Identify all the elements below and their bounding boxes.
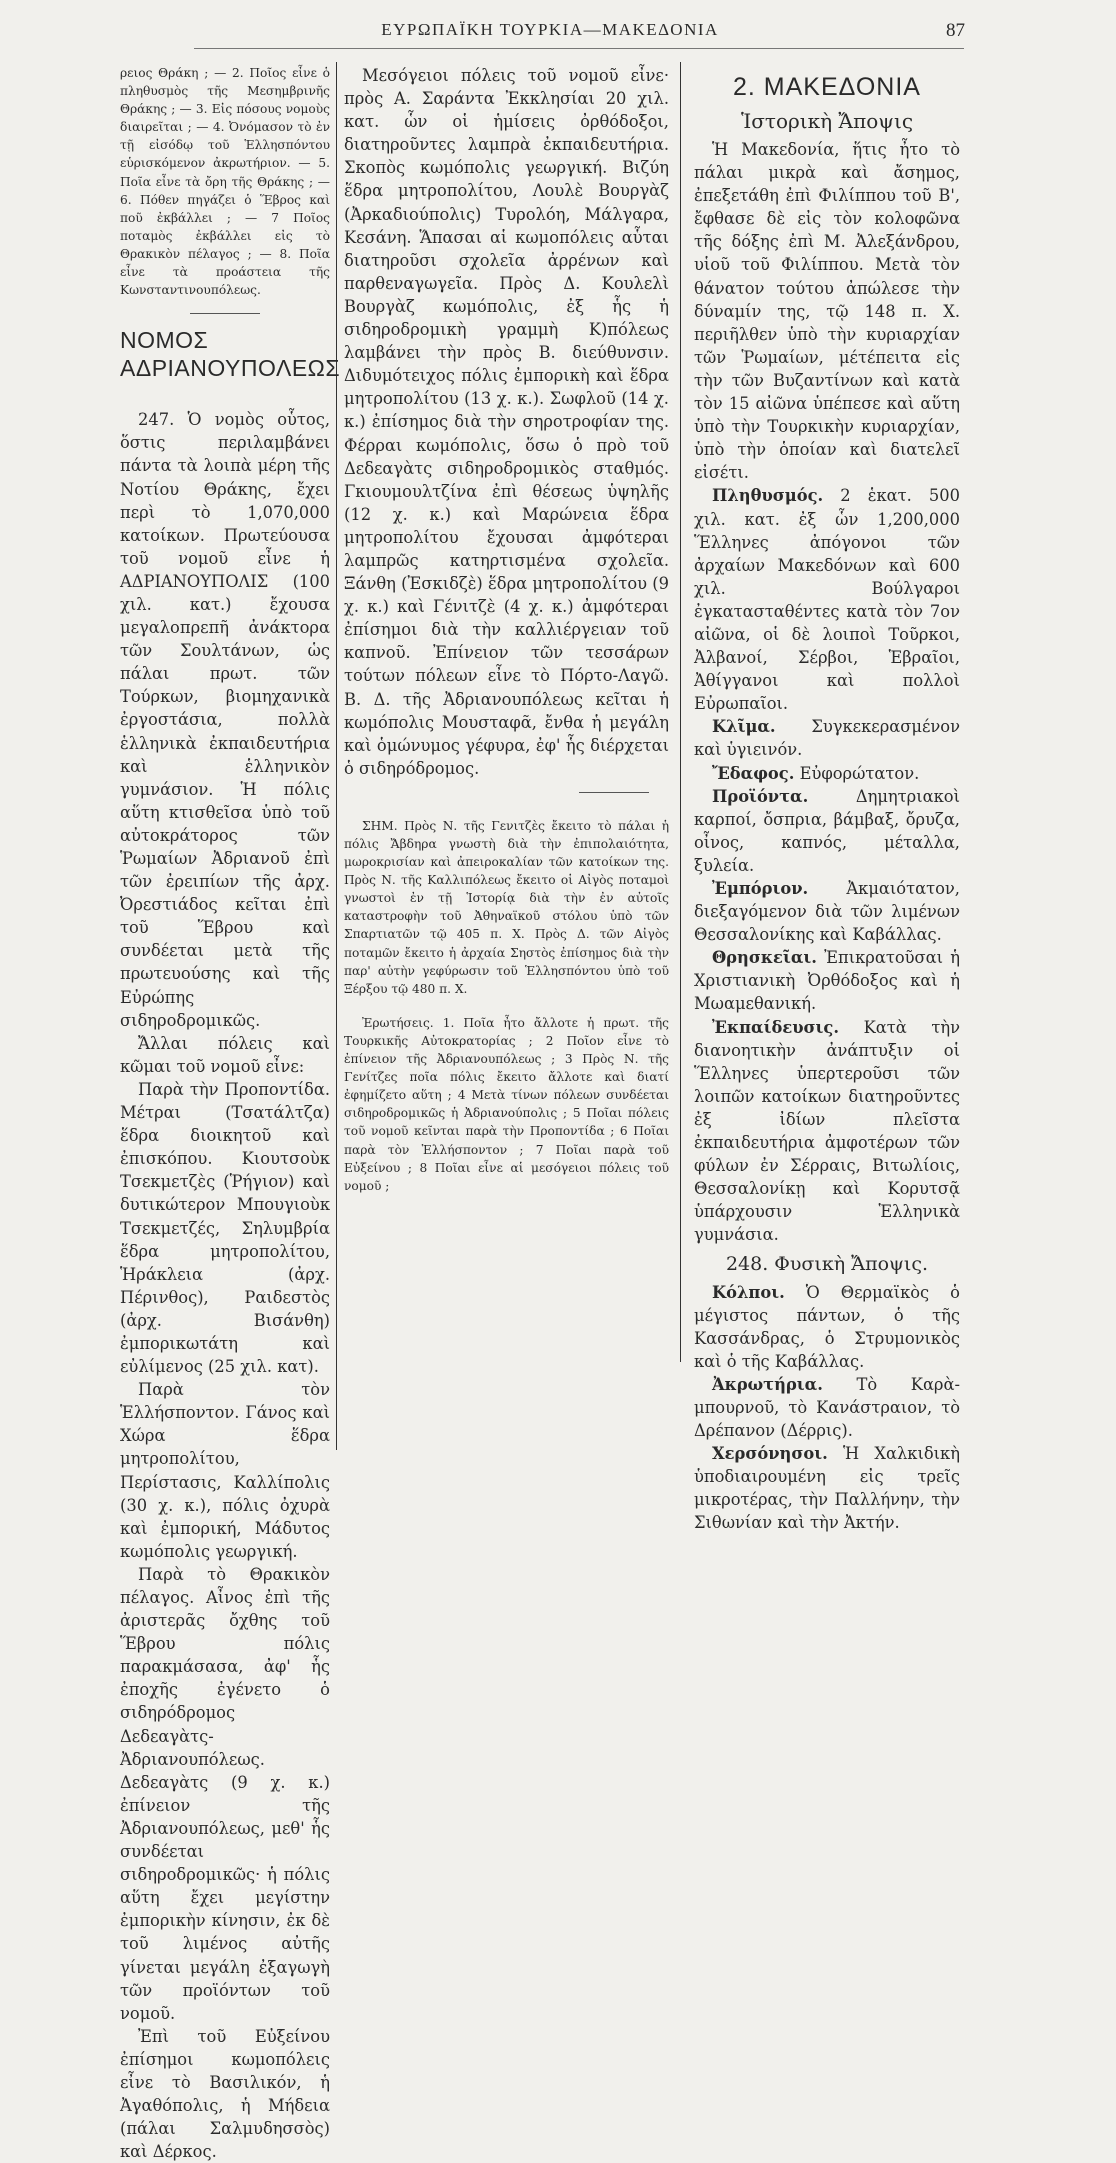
- note-separator: [579, 792, 649, 793]
- paragraph-247: 247. Ὁ νομὸς οὗτος, ὅστις περιλαμβάνει πάντα τὰ λοιπὰ μέρη τῆς Νοτίου Θράκης, ἔχει περὶ τὸ 1,070,000 κατοίκων. Πρωτεύουσα τοῦ νομοῦ εἶνε ἡ ΑΔΡΙΑΝΟΥΠΟΛΙΣ (100 χιλ. κατ.) ἔχουσα μεγαλοπρεπῆ ἀνάκτορα τῶν Σουλτάνων, ὡς πάλαι πρωτ. τῶν Τούρκων, βιομηχανικὰ ἐργοστάσια, πολλὰ ἑλληνικὰ ἐκπαιδευτήρια καὶ ἑλληνικὸν γυμνάσιον. Ἡ πόλις αὕτη κτισθεῖσα ὑπὸ τοῦ αὐτοκράτορος τῶν Ῥωμαίων Ἀδριανοῦ ἐπὶ τῶν ἐρειπίων τῆς ἀρχ. Ὀρεστιάδος κεῖται ἐπὶ τοῦ Ἕβρου καὶ συνδέεται μετὰ τῆς πρωτευούσης καὶ τῆς Εὐρώπης σιδηροδρομικῶς.: [120, 410, 330, 1030]
- paragraph-inland-towns: Μεσόγειοι πόλεις τοῦ νομοῦ εἶνε· πρὸς Α. Σαράντα Ἐκκλησίαι 20 χιλ. κατ. ὧν οἱ ἡμίσεις ὀρθόδοξοι, διατηροῦντες λαμπρὰ ἐκπαιδευτήρια. Σκοπὸς κωμόπολις γεωργική. Βιζύη ἕδρα μητροπολίτου, Λουλὲ Βουργὰζ (Ἀρκαδιούπολις) Τυρολόη, Μάλγαρα, Κεσάνη. Ἅπασαι αἱ κωμοπόλεις αὗται διατηροῦσι σχολεῖα ἀρρένων καὶ παρθεναγωγεῖα. Πρὸς Δ. Κουλελὶ Βουργὰζ κωμόπολις, ἐξ ἧς ἡ σιδηροδρομικὴ γραμμὴ Κ)πόλεως λαμβάνει τὴν πρὸς Β. διεύθυνσιν. Διδυμότειχος πόλις ἐμπορικὴ καὶ ἕδρα μητροπολίτου (13 χ. κ.). Σωφλοῦ (14 χ. κ.) ἐπίσημος διὰ τὴν σηροτροφίαν της. Φέρραι κωμόπολις, ὅσω ὁ πρὸ τοῦ Δεδεαγὰτς σιδηροδρομικὸς σταθμός. Γκιουμουλτζίνα ἐπὶ θέσεως ὑψηλῆς (12 χ. κ.) καὶ Μαρώνεια ἕδρα μητροπολίτου ἔχουσαι ἀμφότεραι λαμπρῶς κατηρτισμένα σχολεῖα. Ξάνθη (Ἐσκιδζὲ) ἕδρα μητροπολίτου (9 χ. κ.) καὶ Γένιτζὲ (4 χ. κ.) ἀμφότεραι ἐπίσημοι διὰ τὴν καλλιέργειαν τοῦ καπνοῦ. Ἐπίνειον τῶν τεσσάρων τούτων πόλεων εἶνε τὸ Πόρτο-Λαγῶ. Β. Δ. τῆς Ἀδριανουπόλεως κεῖται ἡ κωμόπολις Μουσταφᾶ, ἔνθα ἡ μεγάλη καὶ ὁμώνυμος γέφυρα, ἐφ' ἧς διέρχεται ὁ σιδηρόδρομος.: [344, 66, 669, 778]
- paragraph-propontis: Παρὰ τὴν Προποντίδα. Μέτραι (Τσατάλτζα) ἕδρα διοικητοῦ καὶ ἐπισκόπου. Κιουτσοὺκ Τσεκμετζὲς (Ῥήγιον) καὶ δυτικώτερον Μπουγιοὺκ Τσεκμετζές, Σηλυμβρία ἕδρα μητροπολίτου, Ἡράκλεια (ἀρχ. Πέρινθος), Ραιδεστὸς (ἀρχ. Βισάνθη) ἐμπορικωτάτη καὶ εὐλίμενος (25 χιλ. κατ).: [120, 1079, 330, 1377]
- physical-subtitle: 248. Φυσικὴ Ἄποψις.: [725, 1252, 929, 1275]
- column-right: [694, 64, 960, 1535]
- section-title-adrianople: ΝΟΜΟΣ ΑΔΡΙΑΝΟΥΠΟΛΕΩΣ: [120, 327, 341, 382]
- peninsulas-label: Χερσόνησοι.: [712, 1444, 828, 1464]
- peninsulas-text: Ἡ Χαλκιδικὴ ὑποδιαιρουμένη εἰς τρεῖς μικροτέρας, τὴν Παλλήνην, τὴν Σιθωνίαν καὶ τὴν Ἀκτήν.: [694, 1444, 960, 1533]
- religion-text: Ἐπικρατοῦσαι ἡ Χριστιανικὴ Ὀρθόδοξος καὶ ἡ Μωαμεθανική.: [694, 948, 960, 1014]
- education-label: Ἐκπαίδευσις.: [712, 1017, 839, 1037]
- column-middle: [344, 64, 669, 1195]
- products-paragraph: [694, 785, 960, 877]
- religion-paragraph: [694, 946, 960, 1015]
- peninsulas-paragraph: [694, 1442, 960, 1534]
- section-title-macedonia: 2. ΜΑΚΕΔΟΝΙΑ: [733, 73, 921, 101]
- questions-continuation: ρειος Θράκη ; — 2. Ποῖος εἶνε ὁ πληθυσμὸς τῆς Μεσημβρινῆς Θράκης ; — 3. Εἰς πόσους νομοὺς διαιρεῖται ; — 4. Ὀνόμασον τὸ ἐν τῇ εἰσόδῳ τοῦ Ἑλλησπόντου εὑρισκόμενον ἀκρωτήριον. — 5. Ποῖα εἶνε τὰ ὄρη τῆς Θράκης ; — 6. Πόθεν πηγάζει ὁ Ἕβρος καὶ ποῦ ἐκβάλλει ; — 7 Ποῖος ποταμὸς ἐκβάλλει εἰς τὸ Θρακικὸν πέλαγος ; — 8. Ποῖα εἶνε τὰ προάστεια τῆς Κωνσταντινουπόλεως.: [120, 66, 330, 298]
- religion-label: Θρησκεῖαι.: [712, 948, 817, 968]
- climate-label: Κλῖμα.: [712, 717, 776, 737]
- commerce-text: Ἀκμαιότατον, διεξαγόμενον διὰ τῶν λιμένων Θεσσαλονίκης καὶ Καβάλλας.: [694, 879, 960, 945]
- soil-label: Ἔδαφος.: [712, 763, 795, 783]
- products-label: Προϊόντα.: [712, 786, 809, 806]
- population-text: 2 ἑκατ. 500 χιλ. κατ. ἐξ ὧν 1,200,000 Ἕλληνες ἀπόγονοι τῶν ἀρχαίων Μακεδόνων καὶ 600 χιλ. Βούλγαροι ἐγκατασταθέντες κατὰ τὸν 7ον αἰῶνα, οἱ δὲ λοιποὶ Τοῦρκοι, Ἀλβανοί, Σέρβοι, Ἑβραῖοι, Ἀθίγγανοι καὶ πολλοὶ Εὐρωπαῖοι.: [694, 486, 960, 714]
- commerce-label: Ἐμπόριον.: [712, 879, 809, 898]
- soil-paragraph: [694, 762, 960, 785]
- commerce-paragraph: [694, 877, 960, 946]
- column-divider-left: [336, 62, 337, 1450]
- note-paragraph: ΣΗΜ. Πρὸς Ν. τῆς Γενιτζὲς ἔκειτο τὸ πάλαι ἡ πόλις Ἄβδηρα γνωστὴ διὰ τὴν ἐπιπολαιότητα, μωροκρισίαν καὶ ἀπειροκαλίαν τῶν κατοίκων της. Πρὸς Ν. τῆς Καλλιπόλεως ἔκειτο οἱ Αἰγὸς ποταμοὶ γνωστοὶ ἐν τῇ Ἱστορίᾳ διὰ τὴν ἐν αὐτοῖς καταστροφὴν τοῦ Ἀθηναϊκοῦ στόλου ὑπὸ τῶν Σπαρτιατῶν τῷ 405 π. Χ. Πρὸς Δ. τῶν Αἰγὸς ποταμῶν ἔκειτο ἡ ἀρχαία Σηστὸς ἐπίσημος διὰ τὴν παρ' αὐτὴν γεφύρωσιν τοῦ Ἑλλησπόντου ὑπὸ τοῦ Ξέρξου τῷ 480 π. Χ.: [344, 818, 669, 996]
- gulfs-paragraph: [694, 1281, 960, 1373]
- population-paragraph: [694, 484, 960, 715]
- products-text: Δημητριακοὶ καρποί, ὄσπρια, βάμβαξ, ὄρυζα, οἶνος, καπνός, μέταλλα, ξυλεία.: [694, 786, 960, 875]
- header-rule: [194, 48, 964, 49]
- education-paragraph: [694, 1016, 960, 1247]
- column-divider-right: [680, 62, 681, 1362]
- soil-text: Εὐφορώτατον.: [799, 763, 920, 783]
- population-label: Πληθυσμός.: [712, 486, 824, 506]
- historical-paragraph: Ἡ Μακεδονία, ἥτις ἦτο τὸ πάλαι μικρὰ καὶ ἄσημος, ἐπεξετάθη ἐπὶ Φιλίππου τοῦ Β', ἔφθασε δὲ εἰς τὸν κολοφῶνα τῆς δόξης ἐπὶ Μ. Ἀλεξάνδρου, υἱοῦ τοῦ Φιλίππου. Μετὰ τὸν θάνατον τούτου ἀπώλεσε τὴν δύναμίν της, τῷ 148 π. Χ. περιῆλθεν ὑπὸ τὴν κυριαρχίαν τῶν Ῥωμαίων, μέτέπειτα εἰς τὴν τῶν Βυζαντίνων καὶ κατὰ τὸν 15 αἰῶνα ὑπέπεσε καὶ αὕτη ὑπὸ τὴν Τουρκικὴν κυριαρχίαν, ὑπὸ τὴν ὁποίαν καὶ διατελεῖ εἰσέτι.: [694, 140, 960, 483]
- climate-text: Συγκεκερασμένον καὶ ὑγιεινόν.: [694, 717, 960, 760]
- education-text: Κατὰ τὴν διανοητικὴν ἀνάπτυξιν οἱ Ἕλληνες ὑπερτεροῦσι τῶν λοιπῶν κατοίκων διατηροῦντες ἐξ ἰδίων πλεῖστα ἐκπαιδευτήρια ἀμφοτέρων τῶν φύλων ἐν Σέρραις, Βιτωλίοις, Θεσσαλονίκῃ καὶ Κορυτσᾷ ὑπάρχουσιν Ἑλληνικὰ γυμνάσια.: [694, 1017, 960, 1245]
- gulfs-text: Ὁ Θερμαϊκὸς ὁ μέγιστος πάντων, ὁ τῆς Κασσάνδρας, ὁ Στρυμονικὸς καὶ ὁ τῆς Καβάλλας.: [694, 1282, 960, 1371]
- questions-paragraph: Ἐρωτήσεις. 1. Ποῖα ἦτο ἄλλοτε ἡ πρωτ. τῆς Τουρκικῆς Αὐτοκρατορίας ; 2 Ποῖον εἶνε τὸ ἐπίνειον τῆς Ἀδριανουπόλεως ; 3 Πρὸς Ν. τῆς Γενίτζες ποῖα πόλις ἔκειτο ἄλλοτε καὶ διατί ἐφημίζετο αὕτη ; 4 Μετὰ τίνων πόλεων συνδέεται σιδηροδρομικῶς ἡ Ἀδριανούπολις ; 5 Ποῖαι πόλεις τοῦ νομοῦ κεῖνται παρὰ τὴν Προποντίδα ; 6 Ποῖαι παρὰ τὸν Ἑλλήσποντον ; 7 Ποῖαι παρὰ τοῦ Εὐξείνου ; 8 Ποῖαι εἶνε αἱ μεσόγειοι πόλεις τοῦ νομοῦ ;: [344, 1015, 669, 1193]
- running-title: ΕΥΡΩΠΑΪΚΗ ΤΟΥΡΚΙΑ—ΜΑΚΕΔΟΝΙΑ: [381, 20, 719, 39]
- capes-paragraph: [694, 1373, 960, 1442]
- climate-paragraph: [694, 715, 960, 761]
- paragraph-hellespont: Παρὰ τὸν Ἑλλήσποντον. Γάνος καὶ Χώρα ἕδρα μητροπολίτου, Περίστασις, Καλλίπολις (30 χ. κ.), πόλις ὀχυρὰ καὶ ἐμπορική, Μάδυτος κωμόπολις γεωργική.: [120, 1380, 330, 1561]
- paragraph-other-towns: Ἄλλαι πόλεις καὶ κῶμαι τοῦ νομοῦ εἶνε:: [120, 1033, 330, 1076]
- paragraph-euxine: Ἐπὶ τοῦ Εὐξείνου ἐπίσημοι κωμοπόλεις εἶνε τὸ Βασιλικόν, ἡ Ἀγαθόπολις, ἡ Μήδεια (πάλαι Σαλμυδησσὸς) καὶ Δέρκος.: [120, 2026, 330, 2162]
- section-separator: [190, 313, 260, 314]
- page-number: 87: [946, 20, 965, 41]
- column-left: [120, 64, 341, 2163]
- capes-text: Τὸ Καρὰ-μπουρνοῦ, τὸ Κανάστραιον, τὸ Δρέπανον (Δέρρις).: [694, 1374, 960, 1441]
- historical-subtitle: Ἱστορικὴ Ἄποψις: [740, 109, 914, 133]
- capes-label: Ἀκρωτήρια.: [712, 1374, 823, 1394]
- gulfs-label: Κόλποι.: [712, 1282, 785, 1302]
- paragraph-thracian-sea: Παρὰ τὸ Θρακικὸν πέλαγος. Αἶνος ἐπὶ τῆς ἀριστερᾶς ὄχθης τοῦ Ἕβρου πόλις παρακμάσασα, ἀφ' ἧς ἐποχῆς ἐγένετο ὁ σιδηρόδρομος Δεδεαγὰτς-Ἀδριανουπόλεως. Δεδεαγὰτς (9 χ. κ.) ἐπίνειον τῆς Ἀδριανουπόλεως, μεθ' ἧς συνδέεται σιδηροδρομικῶς· ἡ πόλις αὕτη ἔχει μεγίστην ἐμπορικὴν κίνησιν, ἐκ δὲ τοῦ λιμένος αὐτῆς γίνεται μεγάλη ἐξαγωγὴ τῶν προϊόντων τοῦ νομοῦ.: [120, 1564, 330, 2023]
